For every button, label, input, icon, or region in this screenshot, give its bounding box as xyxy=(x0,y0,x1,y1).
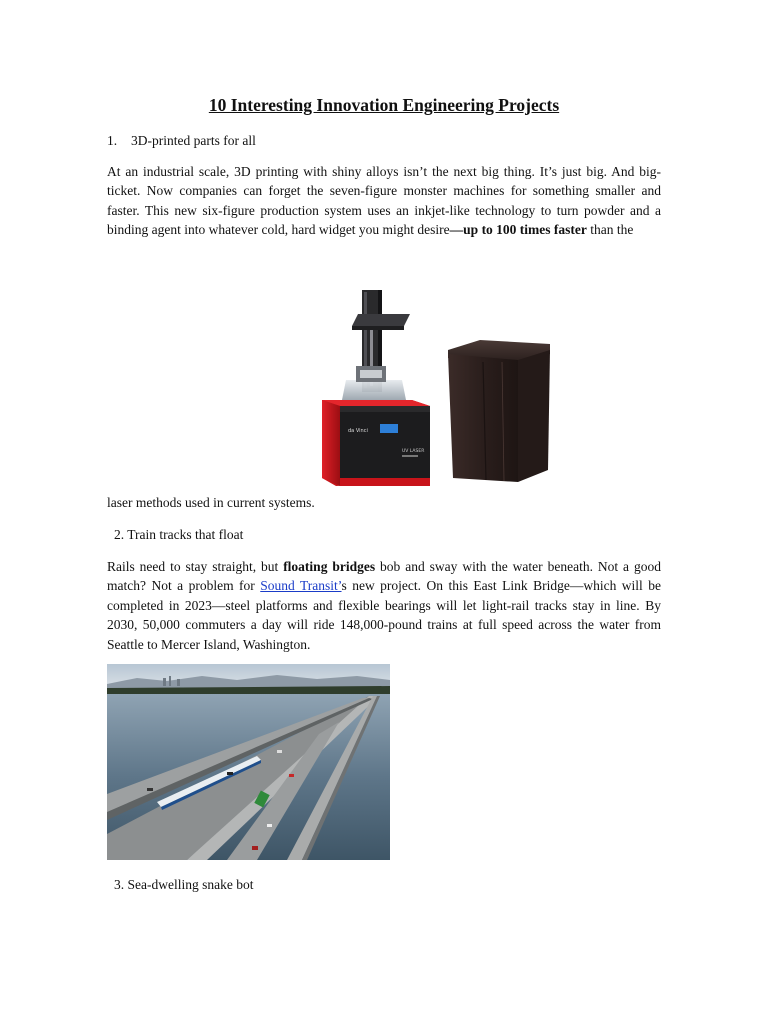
floating-bridge-photo xyxy=(107,664,390,860)
printer-brand-label: da Vinci xyxy=(348,428,368,434)
section-3-heading xyxy=(114,876,253,894)
section-1-text: At an industrial scale, 3D printing with shiny alloys isn’t the next big thing. It’s just big. And big-ticket. Now companies can forget the seven-figure monster machines for something smaller and faster. This new six-figure production system uses an inkjet-like technology to turn powder and a binding agent into whatever cold, hard widget you might desire xyxy=(107,164,661,238)
section-2-heading xyxy=(114,526,243,544)
section-1-paragraph-end: laser methods used in current systems. xyxy=(107,495,315,510)
section-1-heading xyxy=(107,132,256,150)
section-1-bold-phrase: —up to 100 times faster xyxy=(449,222,587,238)
section-3-number: 3. xyxy=(114,877,125,892)
section-1-paragraph xyxy=(107,162,661,240)
document-title: 10 Interesting Innovation Engineering Projects xyxy=(208,95,560,115)
section-2-number: 2. xyxy=(114,527,125,542)
section-2-heading-text: Train tracks that float xyxy=(127,527,244,542)
section-2-text-3: s new project. On this East Link Bridge—which will be completed in 2023—steel platforms and flexible bearings will let light-rail tracks stay in line. By 2030, 50,000 commuters a day will ride 148,000-pound trains at full speed across the water from Seattle to Mercer Island, Washington. xyxy=(107,578,662,652)
section-1-heading-text: 3D-printed parts for all xyxy=(131,133,256,148)
section-1-number: 1. xyxy=(107,133,118,148)
section-1-text-after-bold: than the xyxy=(586,222,634,238)
section-3-heading-text: Sea-dwelling snake bot xyxy=(127,877,254,892)
section-2-text-2: bob and sway with the water beneath. Not a good match? Not a problem for xyxy=(107,559,661,594)
3d-printer-image xyxy=(318,282,558,492)
section-2-paragraph xyxy=(107,557,661,654)
sound-transit-link[interactable]: Sound Transit’ xyxy=(260,578,342,594)
section-2-bold-phrase: floating bridges xyxy=(283,559,376,574)
printer-laser-label: UV LASER xyxy=(402,449,425,454)
section-2-text-1: Rails need to stay straight, but xyxy=(107,559,284,574)
